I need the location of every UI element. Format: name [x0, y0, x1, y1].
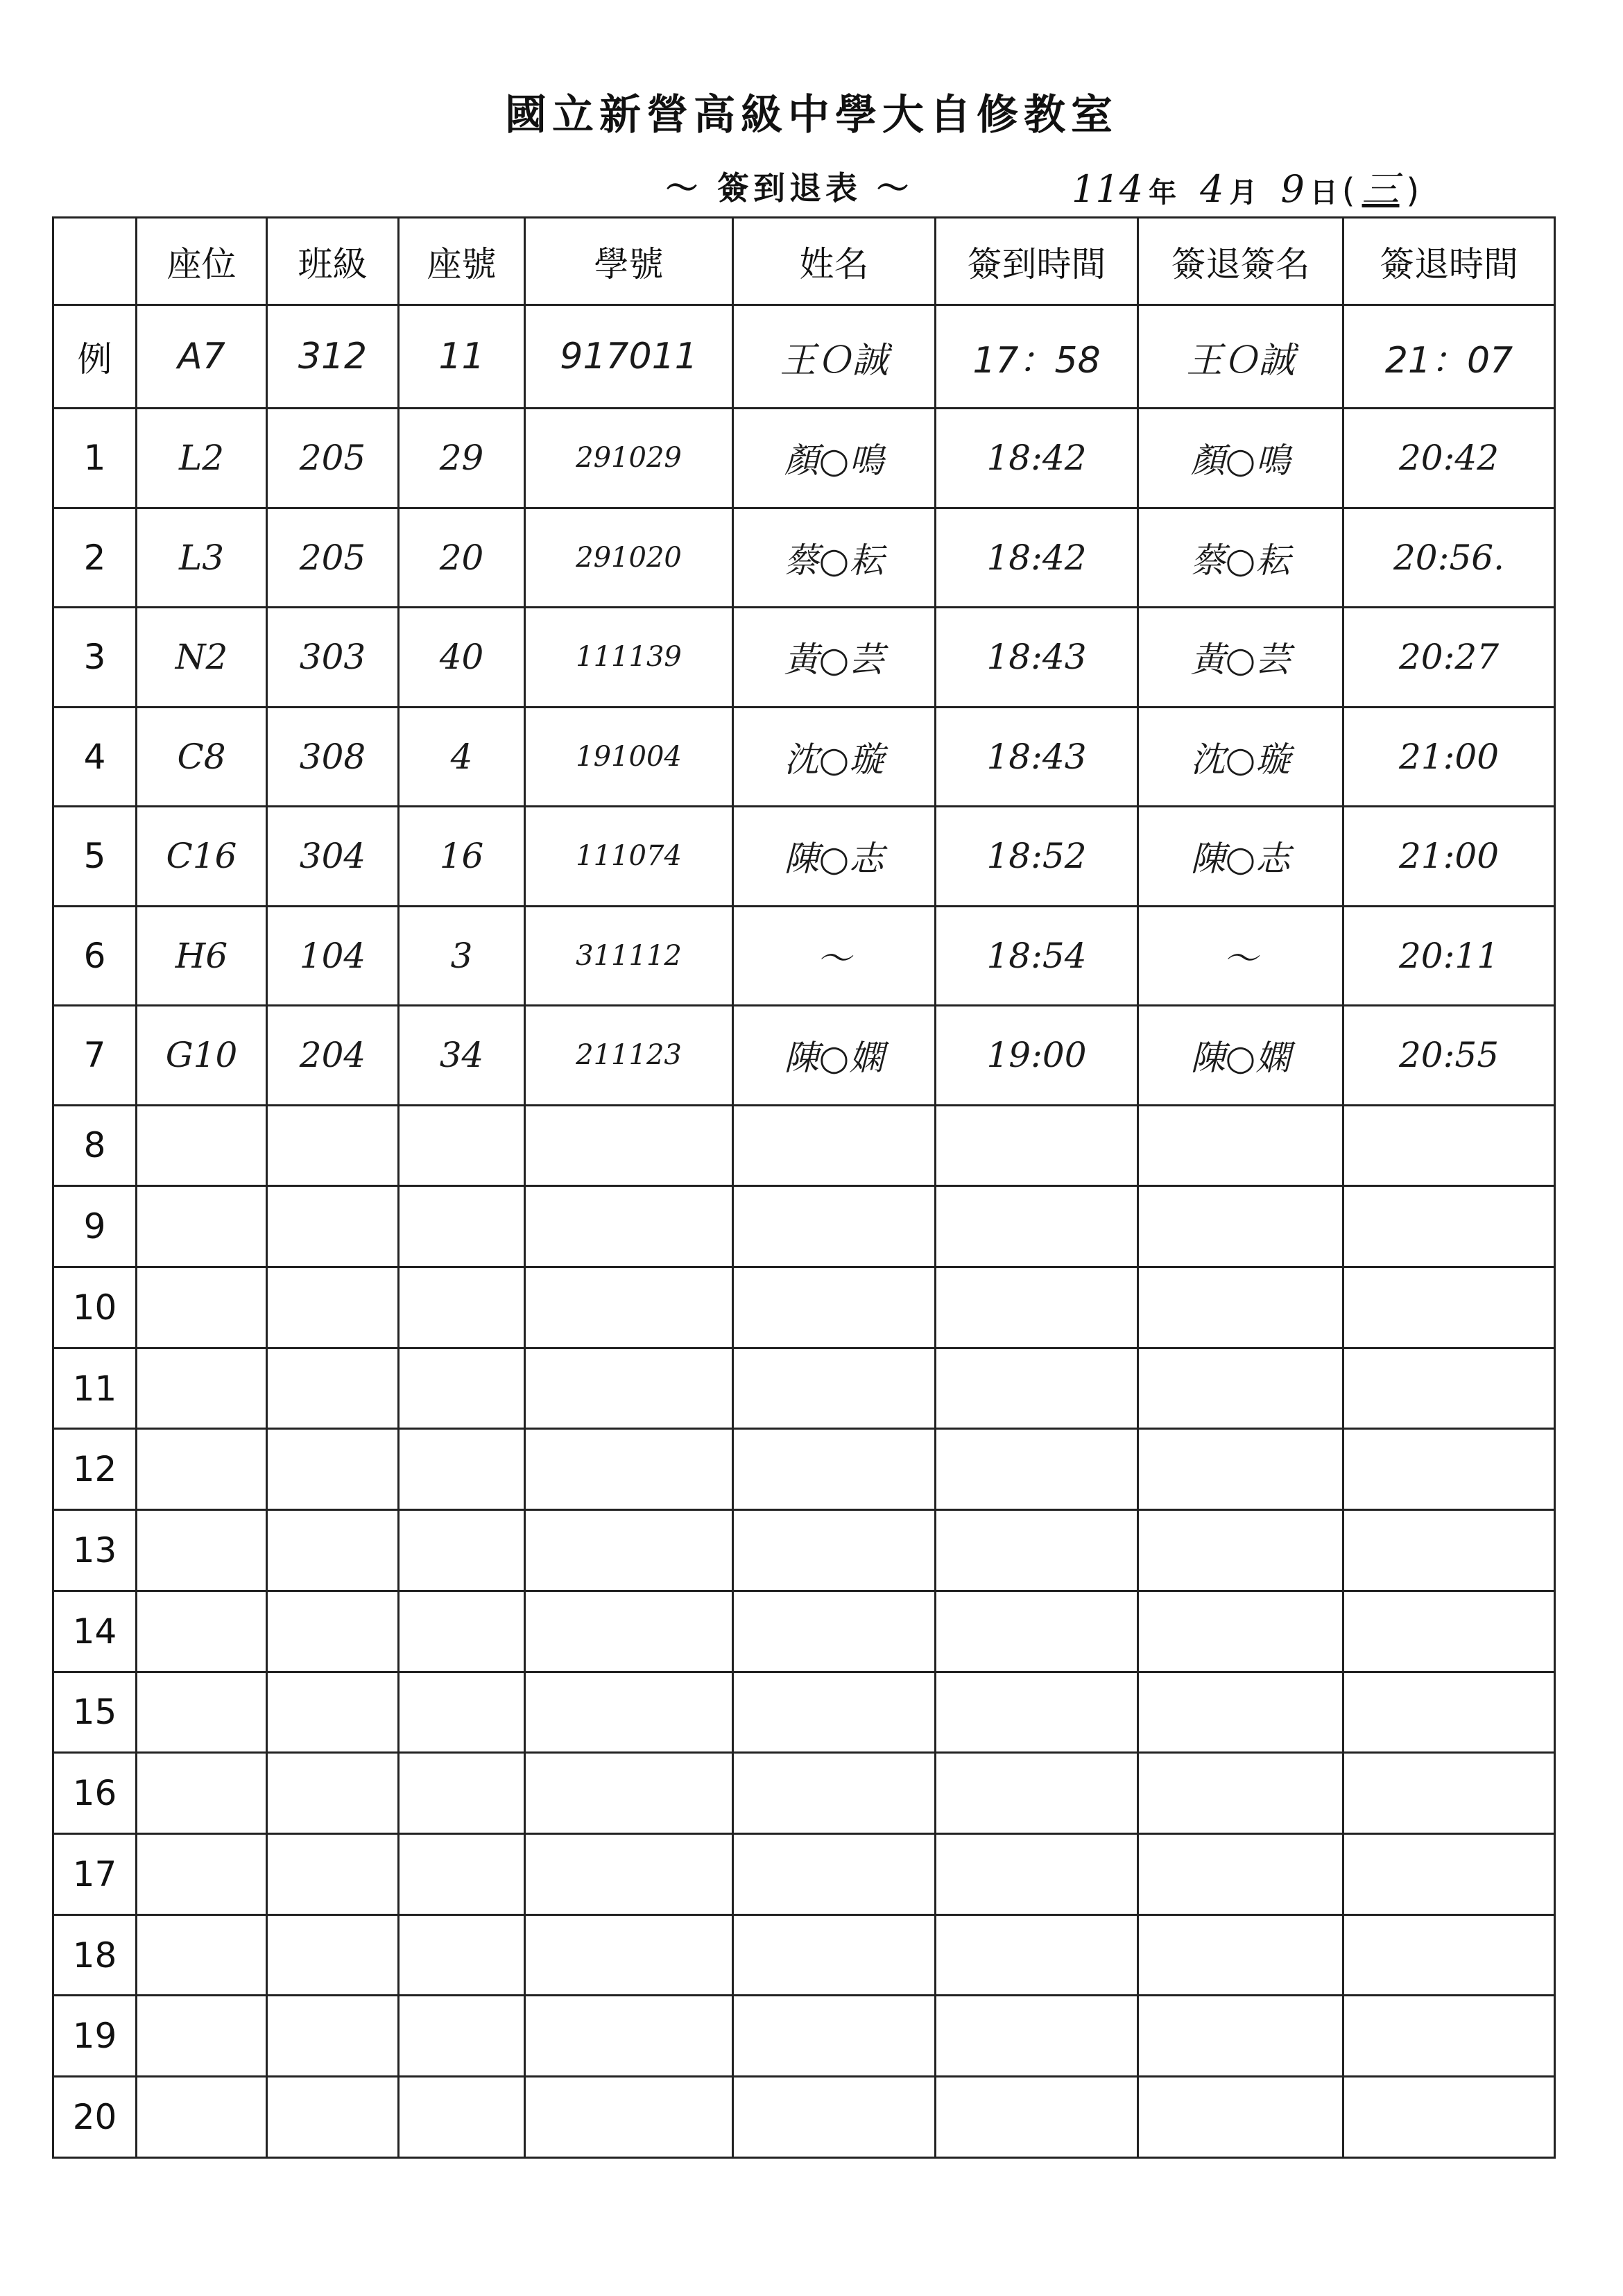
checkout-signature-cell[interactable]: 陳○嫻: [1138, 1006, 1343, 1105]
student-id-cell[interactable]: [525, 1105, 733, 1186]
seat-cell: A7: [137, 305, 267, 409]
checkout-signature-cell[interactable]: [1138, 1753, 1343, 1834]
row-index: 12: [53, 1429, 137, 1510]
date-year[interactable]: 114: [1072, 167, 1144, 211]
table-row: [53, 707, 1555, 806]
student-id-cell[interactable]: [525, 1429, 733, 1510]
checkin-time-cell: 17：58: [936, 305, 1138, 409]
row-index: 16: [53, 1753, 137, 1834]
number-cell[interactable]: 3: [399, 906, 525, 1005]
checkout-signature-cell[interactable]: [1138, 1672, 1343, 1753]
checkin-time-cell[interactable]: [936, 1914, 1138, 1996]
checkin-time-cell[interactable]: [936, 1267, 1138, 1348]
checkin-time-cell[interactable]: 18:54: [936, 906, 1138, 1005]
checkout-signature-cell[interactable]: [1138, 1996, 1343, 2077]
class-cell[interactable]: 304: [267, 807, 399, 906]
number-cell[interactable]: 34: [399, 1006, 525, 1105]
class-cell[interactable]: 205: [267, 508, 399, 607]
number-cell[interactable]: [399, 1186, 525, 1267]
row-index: 9: [53, 1186, 137, 1267]
row-index: 4: [53, 707, 137, 806]
table-row: [53, 1186, 1555, 1267]
checkin-time-cell[interactable]: [936, 1591, 1138, 1672]
class-cell[interactable]: [267, 1186, 399, 1267]
row-index: 17: [53, 1833, 137, 1914]
table-row: [53, 1753, 1555, 1834]
checkout-time-cell[interactable]: 20:42: [1343, 409, 1555, 508]
table-row: [53, 1348, 1555, 1429]
seat-cell[interactable]: L3: [137, 508, 267, 607]
name-cell[interactable]: 沈○璇: [733, 707, 936, 806]
seat-cell[interactable]: [137, 1996, 267, 2077]
seat-cell[interactable]: [137, 1510, 267, 1591]
table-row: [53, 409, 1555, 508]
name-cell[interactable]: [733, 1510, 936, 1591]
name-cell[interactable]: 陳○嫻: [733, 1006, 936, 1105]
checkin-time-cell[interactable]: [936, 1753, 1138, 1834]
table-row: [53, 608, 1555, 707]
checkout-signature-cell[interactable]: [1138, 1833, 1343, 1914]
checkout-time-cell[interactable]: [1343, 1996, 1555, 2077]
checkout-time-cell[interactable]: [1343, 1267, 1555, 1348]
table-row: [53, 1510, 1555, 1591]
checkout-time-cell[interactable]: [1343, 1914, 1555, 1996]
class-cell[interactable]: [267, 1267, 399, 1348]
col-header-checkout-signature: 簽退簽名: [1138, 218, 1343, 305]
date-weekday-close: ): [1406, 171, 1420, 210]
checkout-time-cell[interactable]: 20:56.: [1343, 508, 1555, 607]
seat-cell[interactable]: L2: [137, 409, 267, 508]
table-row: [53, 1105, 1555, 1186]
checkout-time-cell[interactable]: 20:27: [1343, 608, 1555, 707]
checkout-time-cell[interactable]: [1343, 1833, 1555, 1914]
number-cell[interactable]: 4: [399, 707, 525, 806]
checkin-time-cell[interactable]: [936, 1348, 1138, 1429]
number-cell[interactable]: 40: [399, 608, 525, 707]
checkin-time-cell[interactable]: [936, 2077, 1138, 2158]
checkout-signature-cell[interactable]: [1138, 1267, 1343, 1348]
student-id-cell[interactable]: [525, 1914, 733, 1996]
date-weekday[interactable]: 三: [1362, 167, 1400, 211]
number-cell: 11: [399, 305, 525, 409]
name-cell[interactable]: [733, 1914, 936, 1996]
class-cell[interactable]: [267, 1591, 399, 1672]
checkout-signature-cell[interactable]: [1138, 2077, 1343, 2158]
class-cell[interactable]: [267, 1510, 399, 1591]
name-cell[interactable]: [733, 1833, 936, 1914]
student-id-cell[interactable]: 211123: [525, 1006, 733, 1105]
name-cell[interactable]: [733, 1267, 936, 1348]
name-cell[interactable]: [733, 1753, 936, 1834]
checkout-signature-cell[interactable]: [1138, 1914, 1343, 1996]
student-id-cell[interactable]: 111139: [525, 608, 733, 707]
seat-cell[interactable]: [137, 1429, 267, 1510]
date-month-label: 月: [1229, 177, 1257, 209]
name-cell[interactable]: [733, 1591, 936, 1672]
table-row: [53, 1914, 1555, 1996]
table-row: [53, 1833, 1555, 1914]
checkout-time-cell[interactable]: 20:55: [1343, 1006, 1555, 1105]
row-index: 8: [53, 1105, 137, 1186]
date-line: [1072, 160, 1419, 213]
table-row: [53, 906, 1555, 1005]
name-cell[interactable]: 陳○志: [733, 807, 936, 906]
checkout-time-cell[interactable]: 21:00: [1343, 707, 1555, 806]
row-index: 13: [53, 1510, 137, 1591]
table-row: [53, 1591, 1555, 1672]
number-cell[interactable]: [399, 1510, 525, 1591]
checkout-time-cell[interactable]: 20:11: [1343, 906, 1555, 1005]
row-index: 10: [53, 1267, 137, 1348]
checkout-signature-cell[interactable]: 沈○璇: [1138, 707, 1343, 806]
checkout-time-cell[interactable]: [1343, 1186, 1555, 1267]
name-cell[interactable]: [733, 2077, 936, 2158]
row-index: 19: [53, 1996, 137, 2077]
class-cell: 312: [267, 305, 399, 409]
checkout-signature-cell[interactable]: 蔡○耘: [1138, 508, 1343, 607]
table-row: [53, 807, 1555, 906]
checkout-time-cell: 21：07: [1343, 305, 1555, 409]
row-index: 例: [53, 305, 137, 409]
col-header-name: 姓名: [733, 218, 936, 305]
table-row: [53, 1267, 1555, 1348]
seat-cell[interactable]: C8: [137, 707, 267, 806]
class-cell[interactable]: [267, 1753, 399, 1834]
class-cell[interactable]: [267, 2077, 399, 2158]
seat-cell[interactable]: [137, 1105, 267, 1186]
name-cell: 王Ｏ誠: [733, 305, 936, 409]
number-cell[interactable]: [399, 1429, 525, 1510]
name-cell[interactable]: [733, 1105, 936, 1186]
col-header-seat: 座位: [137, 218, 267, 305]
row-index: 6: [53, 906, 137, 1005]
checkout-signature-cell[interactable]: [1138, 1186, 1343, 1267]
checkout-time-cell[interactable]: [1343, 2077, 1555, 2158]
checkout-signature-cell: 王Ｏ誠: [1138, 305, 1343, 409]
seat-cell[interactable]: [137, 2077, 267, 2158]
checkin-time-cell[interactable]: 18:52: [936, 807, 1138, 906]
col-header-checkout-time: 簽退時間: [1343, 218, 1555, 305]
name-cell[interactable]: [733, 1996, 936, 2077]
student-id-cell[interactable]: 291029: [525, 409, 733, 508]
number-cell[interactable]: [399, 1753, 525, 1834]
table-row: [53, 508, 1555, 607]
seat-cell[interactable]: [137, 1267, 267, 1348]
class-cell[interactable]: [267, 1833, 399, 1914]
row-index: 5: [53, 807, 137, 906]
name-cell[interactable]: ～: [733, 906, 936, 1005]
number-cell[interactable]: 20: [399, 508, 525, 607]
row-index: 20: [53, 2077, 137, 2158]
page-subtitle: ～ 簽到退表 ～: [666, 169, 913, 207]
checkout-signature-cell[interactable]: [1138, 1510, 1343, 1591]
checkout-time-cell[interactable]: [1343, 1348, 1555, 1429]
number-cell[interactable]: [399, 1105, 525, 1186]
number-cell[interactable]: [399, 1591, 525, 1672]
col-header-index: [53, 218, 137, 305]
row-index: 14: [53, 1591, 137, 1672]
student-id-cell[interactable]: [525, 1348, 733, 1429]
seat-cell[interactable]: [137, 1914, 267, 1996]
row-index: 1: [53, 409, 137, 508]
checkin-time-cell[interactable]: [936, 1186, 1138, 1267]
checkout-time-cell[interactable]: [1343, 1753, 1555, 1834]
page-title: 國立新營高級中學大自修教室: [505, 91, 1118, 139]
seat-cell[interactable]: H6: [137, 906, 267, 1005]
checkout-time-cell[interactable]: [1343, 1672, 1555, 1753]
date-year-label: 年: [1149, 177, 1177, 209]
row-index: 11: [53, 1348, 137, 1429]
date-day-label: 日: [1309, 177, 1338, 209]
class-cell[interactable]: 104: [267, 906, 399, 1005]
table-row: [53, 1006, 1555, 1105]
student-id-cell[interactable]: 291020: [525, 508, 733, 607]
name-cell[interactable]: 顏○鳴: [733, 409, 936, 508]
seat-cell[interactable]: N2: [137, 608, 267, 707]
class-cell[interactable]: 205: [267, 409, 399, 508]
checkin-time-cell[interactable]: [936, 1672, 1138, 1753]
class-cell[interactable]: [267, 1429, 399, 1510]
name-cell[interactable]: [733, 1348, 936, 1429]
checkin-time-cell[interactable]: 18:42: [936, 409, 1138, 508]
checkout-signature-cell[interactable]: 顏○鳴: [1138, 409, 1343, 508]
name-cell[interactable]: [733, 1429, 936, 1510]
name-cell[interactable]: [733, 1186, 936, 1267]
table-row: [53, 2077, 1555, 2158]
student-id-cell[interactable]: [525, 1267, 733, 1348]
class-cell[interactable]: [267, 1105, 399, 1186]
number-cell[interactable]: [399, 1996, 525, 2077]
seat-cell[interactable]: [137, 1348, 267, 1429]
number-cell[interactable]: [399, 1267, 525, 1348]
class-cell[interactable]: [267, 1914, 399, 1996]
checkout-time-cell[interactable]: [1343, 1591, 1555, 1672]
col-header-number: 座號: [399, 218, 525, 305]
student-id-cell[interactable]: [525, 1510, 733, 1591]
row-index: 7: [53, 1006, 137, 1105]
checkin-time-cell[interactable]: [936, 1429, 1138, 1510]
signin-table: [52, 216, 1556, 2159]
row-index: 18: [53, 1914, 137, 1996]
number-cell[interactable]: [399, 1914, 525, 1996]
row-index: 2: [53, 508, 137, 607]
student-id-cell[interactable]: 311112: [525, 906, 733, 1005]
example-row: [53, 305, 1555, 409]
class-cell[interactable]: 308: [267, 707, 399, 806]
number-cell[interactable]: 16: [399, 807, 525, 906]
checkin-time-cell[interactable]: 18:43: [936, 608, 1138, 707]
student-id-cell[interactable]: [525, 1753, 733, 1834]
number-cell[interactable]: [399, 2077, 525, 2158]
date-month[interactable]: 4: [1200, 167, 1224, 211]
row-index: 3: [53, 608, 137, 707]
checkin-time-cell[interactable]: [936, 1996, 1138, 2077]
row-index: 15: [53, 1672, 137, 1753]
class-cell[interactable]: [267, 1996, 399, 2077]
checkin-time-cell[interactable]: [936, 1510, 1138, 1591]
seat-cell[interactable]: [137, 1186, 267, 1267]
checkout-time-cell[interactable]: [1343, 1510, 1555, 1591]
student-id-cell[interactable]: 111074: [525, 807, 733, 906]
checkin-time-cell[interactable]: 18:43: [936, 707, 1138, 806]
seat-cell[interactable]: C16: [137, 807, 267, 906]
date-day[interactable]: 9: [1280, 167, 1305, 211]
student-id-cell[interactable]: [525, 1996, 733, 2077]
number-cell[interactable]: [399, 1672, 525, 1753]
class-cell[interactable]: 303: [267, 608, 399, 707]
checkin-time-cell[interactable]: 19:00: [936, 1006, 1138, 1105]
seat-cell[interactable]: [137, 1833, 267, 1914]
number-cell[interactable]: 29: [399, 409, 525, 508]
checkout-signature-cell[interactable]: ～: [1138, 906, 1343, 1005]
checkout-time-cell[interactable]: 21:00: [1343, 807, 1555, 906]
number-cell[interactable]: [399, 1833, 525, 1914]
checkout-time-cell[interactable]: [1343, 1429, 1555, 1510]
student-id-cell[interactable]: 191004: [525, 707, 733, 806]
checkin-time-cell[interactable]: [936, 1833, 1138, 1914]
col-header-class: 班級: [267, 218, 399, 305]
checkout-time-cell[interactable]: [1343, 1105, 1555, 1186]
table-row: [53, 1672, 1555, 1753]
name-cell[interactable]: 黃○芸: [733, 608, 936, 707]
class-cell[interactable]: 204: [267, 1006, 399, 1105]
checkout-signature-cell[interactable]: [1138, 1348, 1343, 1429]
name-cell[interactable]: [733, 1672, 936, 1753]
checkin-time-cell[interactable]: [936, 1105, 1138, 1186]
number-cell[interactable]: [399, 1348, 525, 1429]
col-header-student-id: 學號: [525, 218, 733, 305]
checkout-signature-cell[interactable]: [1138, 1429, 1343, 1510]
name-cell[interactable]: 蔡○耘: [733, 508, 936, 607]
checkin-time-cell[interactable]: 18:42: [936, 508, 1138, 607]
checkout-signature-cell[interactable]: 陳○志: [1138, 807, 1343, 906]
date-weekday-open: (: [1341, 171, 1355, 210]
checkout-signature-cell[interactable]: [1138, 1591, 1343, 1672]
student-id-cell[interactable]: [525, 1833, 733, 1914]
student-id-cell: 917011: [525, 305, 733, 409]
student-id-cell[interactable]: [525, 1591, 733, 1672]
checkout-signature-cell[interactable]: 黃○芸: [1138, 608, 1343, 707]
col-header-checkin-time: 簽到時間: [936, 218, 1138, 305]
seat-cell[interactable]: [137, 1591, 267, 1672]
checkout-signature-cell[interactable]: [1138, 1105, 1343, 1186]
table-row: [53, 1996, 1555, 2077]
header-row: [53, 218, 1555, 305]
seat-cell[interactable]: G10: [137, 1006, 267, 1105]
seat-cell[interactable]: [137, 1753, 267, 1834]
seat-cell[interactable]: [137, 1672, 267, 1753]
student-id-cell[interactable]: [525, 1186, 733, 1267]
class-cell[interactable]: [267, 1672, 399, 1753]
student-id-cell[interactable]: [525, 2077, 733, 2158]
student-id-cell[interactable]: [525, 1672, 733, 1753]
class-cell[interactable]: [267, 1348, 399, 1429]
table-row: [53, 1429, 1555, 1510]
